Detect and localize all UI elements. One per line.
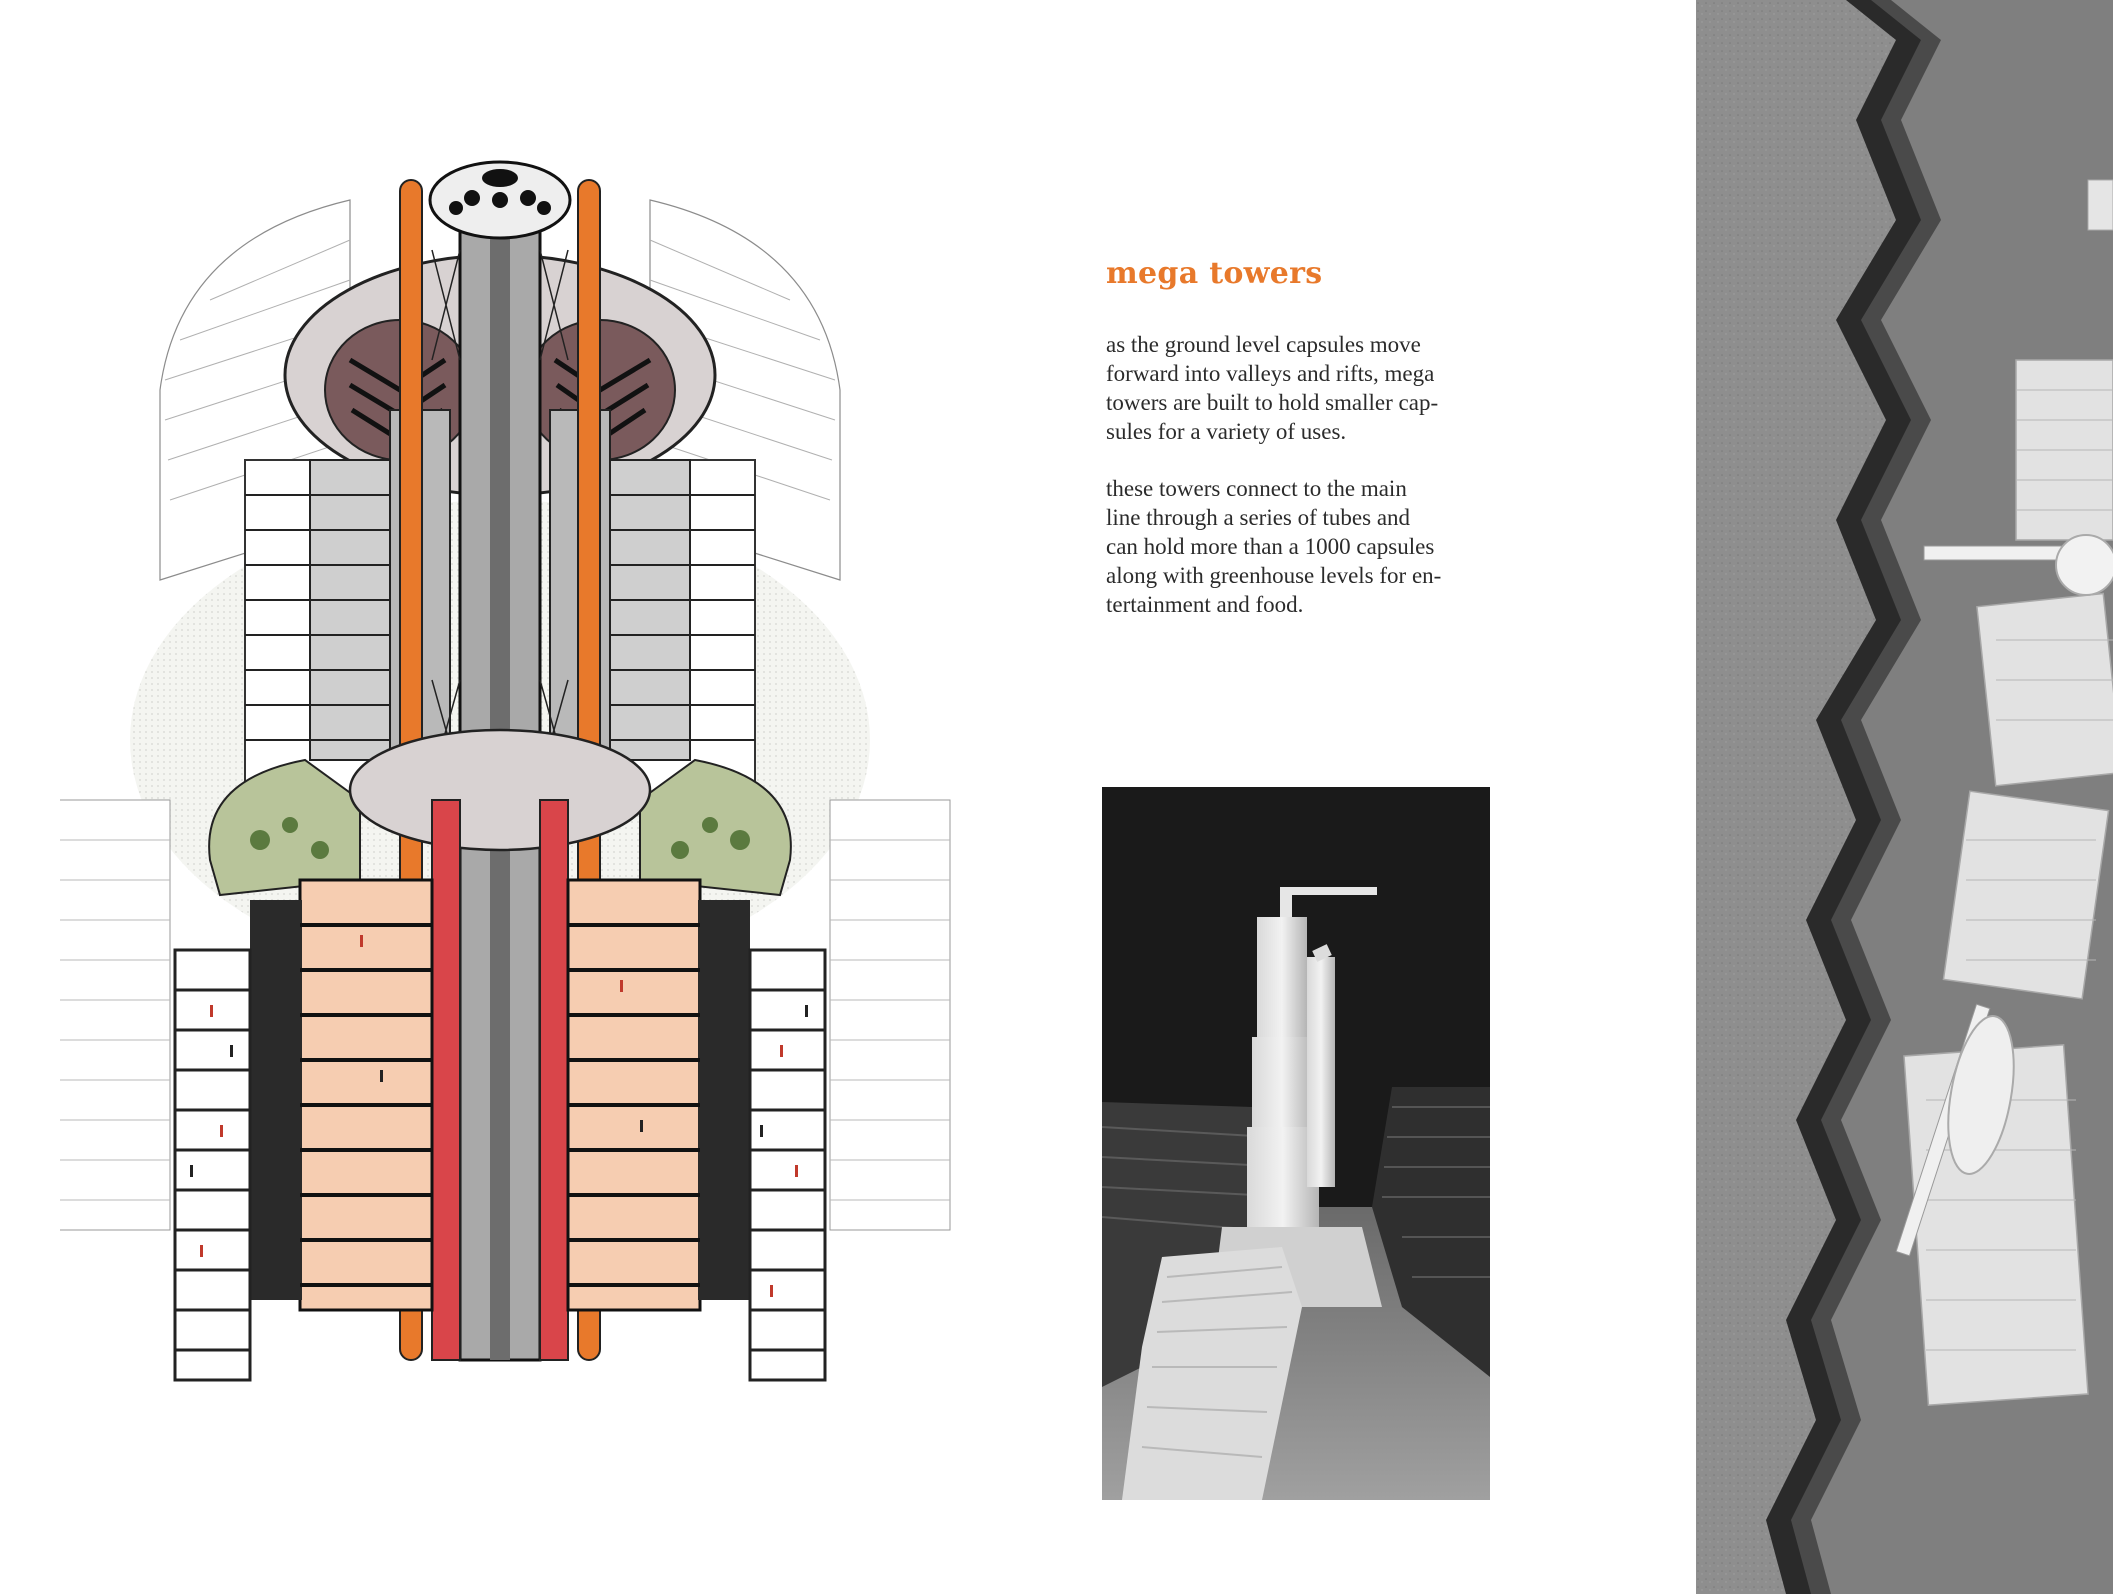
body-text	[1106, 330, 1506, 647]
site-model-aerial-photo	[1696, 0, 2113, 1594]
tower-model-photo	[1102, 787, 1490, 1500]
page-title: mega towers	[1106, 256, 1323, 291]
paragraph-1: as the ground level capsules move forward into valleys and rifts, mega towers are built to hold smaller cap- sules for a variety of uses.	[1106, 332, 1439, 444]
paragraph-2: these towers connect to the main line through a series of tubes and can hold more than a 1000 capsules along with greenhouse levels for en- tertainment and food.	[1106, 476, 1442, 617]
tower-section-drawing	[60, 160, 960, 1410]
